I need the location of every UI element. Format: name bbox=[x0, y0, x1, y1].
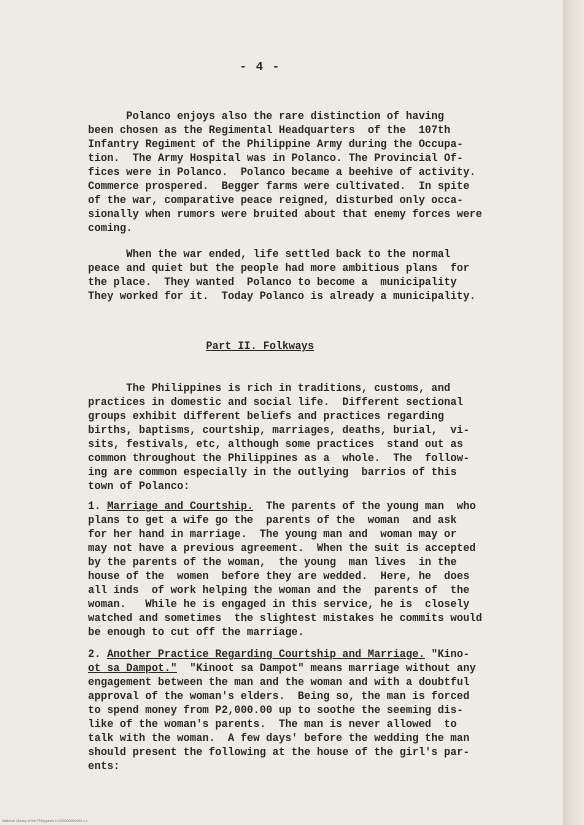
text-line: The Philippines is rich in traditions, customs, and bbox=[88, 383, 451, 395]
text-line: the place. They wanted Polanco to become a municipality bbox=[88, 277, 457, 289]
text-line: fices were in Polanco. Polanco became a beehive of activity. bbox=[88, 167, 476, 179]
item-kinoot-sa-dampot bbox=[88, 648, 498, 774]
text-line: They worked for it. Today Polanco is already a municipality. bbox=[88, 291, 476, 303]
text-line: town of Polanco: bbox=[88, 481, 190, 493]
text-line: should present the following at the house of the girl's par- bbox=[88, 747, 470, 759]
section-heading-text: Part II. Folkways bbox=[205, 341, 315, 353]
item-number: 1. bbox=[88, 501, 108, 513]
item-marriage-courtship bbox=[88, 500, 498, 640]
text-line: peace and quiet but the people had more ambitious plans for bbox=[88, 263, 470, 275]
page-number: - 4 - bbox=[239, 60, 281, 74]
text-line: house of the women before they are wedded. Here, he does bbox=[88, 571, 470, 583]
text-line: all inds of work helping the woman and the parents of the bbox=[88, 585, 470, 597]
text-line: been chosen as the Regimental Headquarters of the 107th bbox=[88, 125, 451, 137]
text-line: births, baptisms, courtship, marriages, deaths, burial, vi- bbox=[88, 425, 470, 437]
text-line: tion. The Army Hospital was in Polanco. The Provincial Of- bbox=[88, 153, 464, 165]
item-text: "Kino- bbox=[424, 649, 470, 661]
text-line: sionally when rumors were bruited about that enemy forces were bbox=[88, 209, 483, 221]
text-line: may not have a previous agreement. When the suit is accepted bbox=[88, 543, 476, 555]
paragraph-after-war bbox=[88, 248, 498, 304]
text-line: coming. bbox=[88, 223, 133, 235]
text-line: groups exhibit different beliefs and practices regarding bbox=[88, 411, 445, 423]
item-title: Another Practice Regarding Courtship and Marriage. bbox=[107, 649, 425, 661]
paper-edge-shadow bbox=[563, 0, 584, 825]
text-line: plans to get a wife go the parents of the woman and ask bbox=[88, 515, 457, 527]
text-line: Infantry Regiment of the Philippine Army during the Occupa- bbox=[88, 139, 464, 151]
text-line: for her hand in marriage. The young man and woman may or bbox=[88, 529, 457, 541]
text-line: by the parents of the woman, the young man lives in the bbox=[88, 557, 457, 569]
paragraph-folkways-intro bbox=[88, 382, 498, 494]
text-line: engagement between the man and the woman and with a doubtful bbox=[88, 677, 470, 689]
text-line: talk with the woman. A few days' before the wedding the man bbox=[88, 733, 470, 745]
paragraph-war-headquarters bbox=[88, 110, 498, 236]
text-line: be enough to cut off the marriage. bbox=[88, 627, 305, 639]
item-text: "Kinoot sa Dampot" means marriage without any bbox=[177, 663, 476, 675]
text-line: to spend money from P2,000.00 up to soothe the seeming dis- bbox=[88, 705, 464, 717]
text-line: woman. While he is engaged in this service, he is closely bbox=[88, 599, 470, 611]
text-line: ents: bbox=[88, 761, 120, 773]
item-title: Marriage and Courtship. bbox=[107, 501, 254, 513]
item-text: The parents of the young man who bbox=[253, 501, 476, 513]
item-title-continued: ot sa Dampot." bbox=[88, 663, 178, 675]
text-line: like of the woman's parents. The man is never allowed to bbox=[88, 719, 457, 731]
text-line bbox=[88, 648, 498, 662]
section-heading bbox=[0, 341, 520, 353]
text-line: watched and sometimes the slightest mistakes he commits would bbox=[88, 613, 483, 625]
text-line: When the war ended, life settled back to the normal bbox=[88, 249, 451, 261]
text-line: practices in domestic and social life. Different sectional bbox=[88, 397, 464, 409]
text-line: Polanco enjoys also the rare distinction of having bbox=[88, 111, 445, 123]
text-line: Commerce prospered. Begger farms were cultivated. In spite bbox=[88, 181, 470, 193]
text-line: ing are common especially in the outlying barrios of this bbox=[88, 467, 457, 479]
item-number: 2. bbox=[88, 649, 108, 661]
archive-footer: National Library of the Philippines H-000000000000 x.x bbox=[2, 819, 88, 823]
text-line: of the war, comparative peace reigned, disturbed only occa- bbox=[88, 195, 464, 207]
text-line bbox=[88, 662, 498, 676]
text-line bbox=[88, 500, 498, 514]
text-line: approval of the woman's elders. Being so, the man is forced bbox=[88, 691, 470, 703]
text-line: sits, festivals, etc, although some practices stand out as bbox=[88, 439, 464, 451]
text-line: common throughout the Philippines as a whole. The follow- bbox=[88, 453, 470, 465]
